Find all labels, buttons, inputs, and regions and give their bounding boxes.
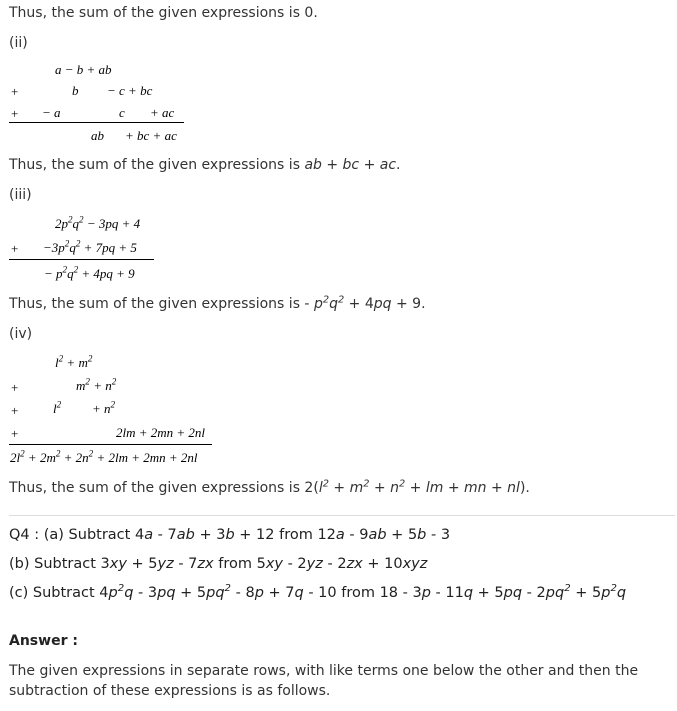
conclusion-part-i: Thus, the sum of the given expressions is 0. <box>9 5 318 21</box>
q4-part-c: (c) Subtract $4p^2q - 3pq + 5pq^2 - 8p + 7q - 10$ from $18 - 3p - 11q + 5pq - 2pq^2 + 5p^2q$ <box>9 583 627 601</box>
conclusion-part-iii: Thus, the sum of the given expressions is - $p^2q^2 + 4pq + 9$. <box>9 294 426 312</box>
part-iii-result: − $p^2q^2 + 4pq + 9$ <box>44 264 135 281</box>
part-iv-row3-plus: + <box>11 403 19 418</box>
answer-label: Answer : <box>9 633 78 649</box>
part-iii-row1: $2p^2q^2 - 3pq + 4$ <box>55 214 141 231</box>
conclusion-part-iv: Thus, the sum of the given expressions is $2(l^2 + m^2 + n^2$ + lm + mn + nl). <box>9 478 530 496</box>
answer-text: The given expressions in separate rows, with like terms one below the other and then the subtraction of these expressions is as follows. <box>9 663 639 699</box>
part-iv-row4: 2lm + 2mn + 2nl <box>116 425 206 440</box>
conclusion-part-ii: Thus, the sum of the given expressions is ab + bc + ac. <box>9 157 401 173</box>
part-ii-result-b: + bc + ac <box>125 128 177 143</box>
part-ii-result-a: ab <box>91 128 104 143</box>
part-iv-row2-plus: + <box>11 380 19 395</box>
part-iv-label: (iv) <box>9 326 33 342</box>
part-ii-row3-a: − a <box>42 105 61 120</box>
part-iv-row3-b: + $n^2$ <box>92 399 116 416</box>
part-iv-result: $2l^2 + 2m^2 + 2n^2 + 2lm + 2mn + 2nl$ <box>10 448 198 465</box>
part-iv-row3-a: $l^2$ <box>53 399 62 416</box>
part-ii-row3-b: c <box>119 105 125 120</box>
part-iii-sum-line <box>9 259 154 260</box>
part-ii-row2-plus: + <box>11 84 19 99</box>
q4-part-a: Q4 : (a) Subtract 4a - 7ab + 3b + 12 from 12a - 9ab + 5b - 3 <box>9 527 451 543</box>
part-ii-row3-c: + ac <box>150 105 175 120</box>
part-ii-sum-line <box>9 122 184 123</box>
section-divider <box>9 515 675 516</box>
part-iii-label: (iii) <box>9 187 32 203</box>
part-ii-label: (ii) <box>9 35 28 51</box>
q4-part-b: (b) Subtract 3xy + 5yz - 7zx from 5xy - 2yz - 2zx + 10xyz <box>9 556 428 572</box>
part-iv-row1: $l^2 + m^2$ <box>55 353 93 370</box>
part-iii-row2: $-3p^2q^2 + 7pq + 5$ <box>43 238 137 255</box>
part-ii-row2-b: − c + bc <box>107 83 153 98</box>
part-ii-row1: a − b + ab <box>55 62 112 77</box>
part-iv-row2: $m^2 + n^2$ <box>76 376 117 393</box>
part-iv-sum-line <box>9 444 212 445</box>
part-iii-row2-plus: + <box>11 241 19 256</box>
part-ii-row3-plus: + <box>11 106 19 121</box>
part-iv-row4-plus: + <box>11 426 19 441</box>
part-ii-row2-a: b <box>72 83 79 98</box>
